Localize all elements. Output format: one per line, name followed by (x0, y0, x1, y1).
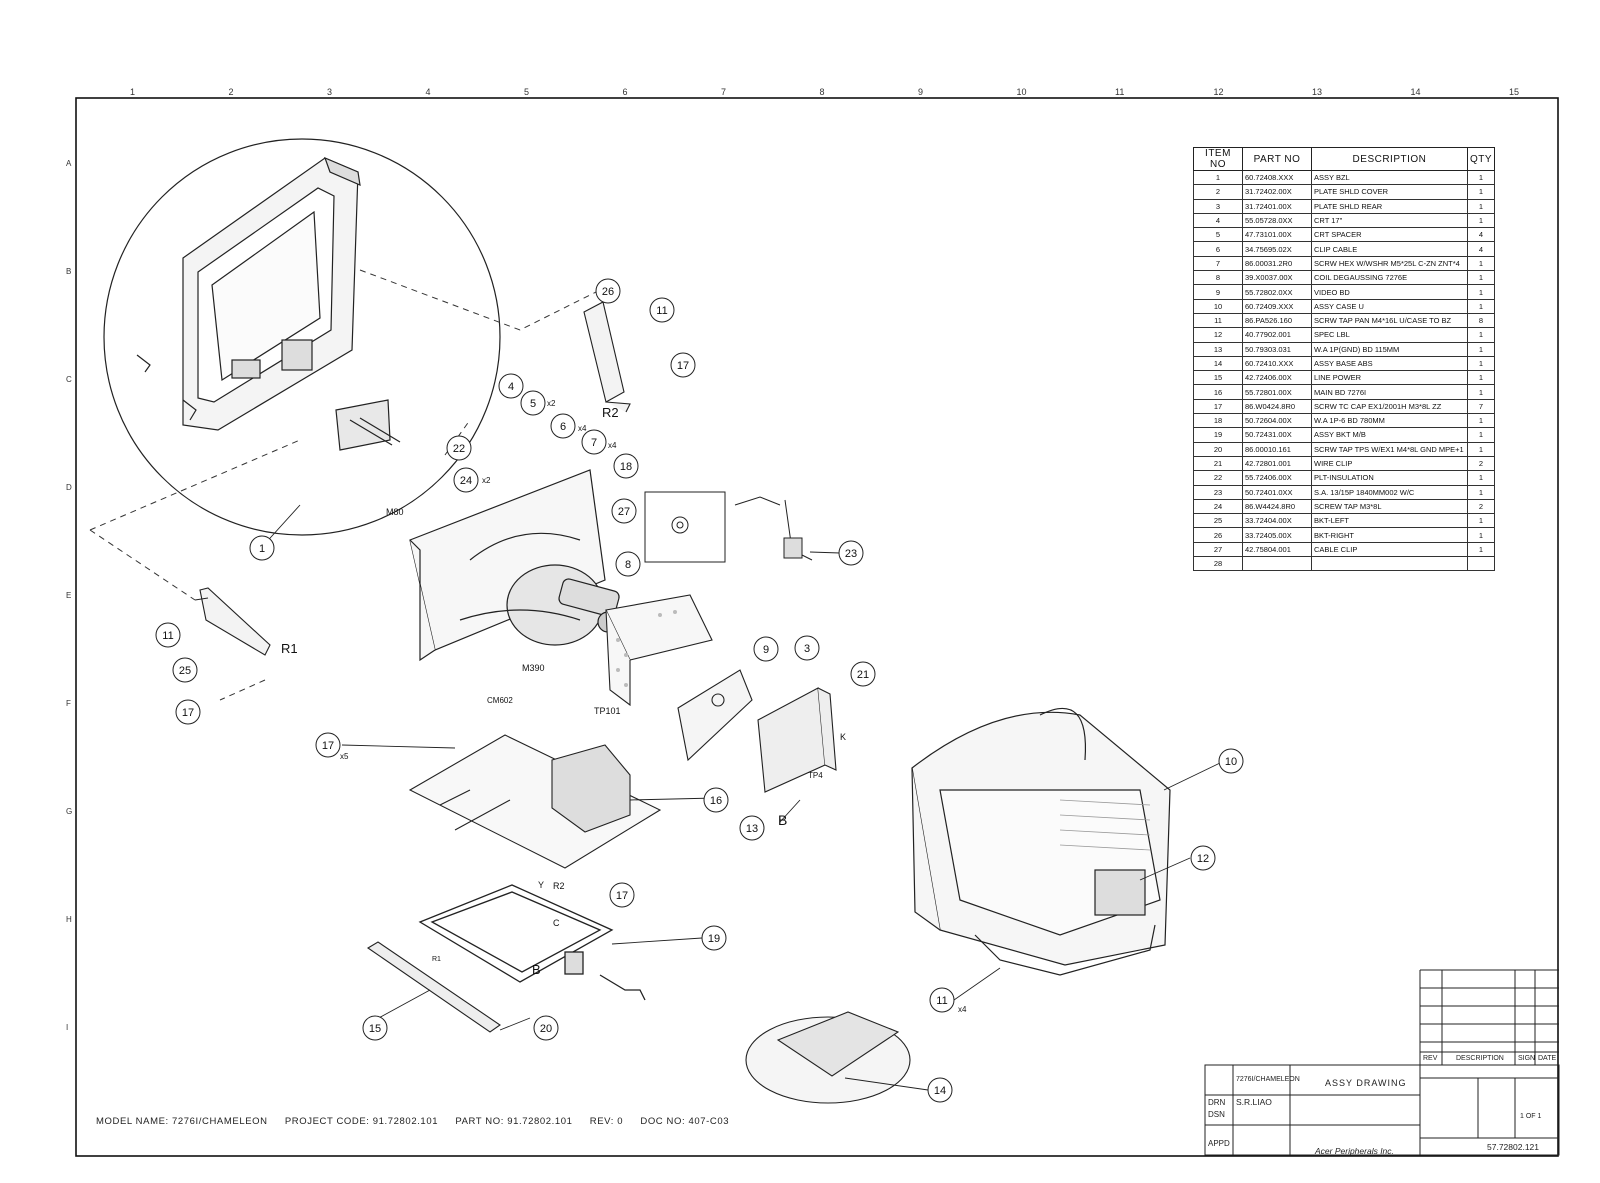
bom-cell-part: 42.72801.001 (1243, 456, 1312, 470)
bom-cell-part: 60.72408.XXX (1243, 171, 1312, 185)
callout-balloon-23 (839, 541, 863, 565)
callout-number: 13 (745, 823, 759, 835)
bom-header-item: ITEM NO (1194, 148, 1243, 171)
callout-balloon-24 (454, 468, 478, 492)
callout-balloon-11 (650, 298, 674, 322)
bom-cell-item: 22 (1194, 471, 1243, 485)
bom-cell-item: 13 (1194, 342, 1243, 356)
ground-y-label: Y (538, 880, 545, 890)
mb-bracket (420, 885, 645, 1000)
bom-cell-qty: 1 (1467, 328, 1494, 342)
bom-cell-part: 55.05728.0XX (1243, 213, 1312, 227)
callout-number: 9 (762, 644, 770, 656)
bom-row (1194, 199, 1495, 213)
bom-cell-qty: 1 (1467, 271, 1494, 285)
callout-balloon-8 (616, 552, 640, 576)
side-zone-label: I (66, 1023, 69, 1032)
bom-cell-item: 5 (1194, 228, 1243, 242)
bom-row (1194, 471, 1495, 485)
ground-c-label: C (553, 918, 560, 928)
bom-row (1194, 456, 1495, 470)
callout-balloon-10 (1219, 749, 1243, 773)
top-zone-label: 2 (228, 87, 234, 97)
callout-number: 6 (559, 421, 567, 433)
callout-balloon-5 (521, 391, 545, 415)
bom-cell-desc: SCRW TC CAP EX1/2001H M3*8L ZZ (1312, 399, 1468, 413)
side-zone-label: B (66, 267, 72, 276)
bom-header-part: PART NO (1243, 148, 1312, 171)
callout-number: 17 (181, 707, 195, 719)
testpoint-tp101-label: TP101 (594, 706, 621, 716)
top-zone-label: 15 (1509, 87, 1520, 97)
bom-cell-qty: 1 (1467, 299, 1494, 313)
bom-row (1194, 499, 1495, 513)
footer-part-no: PART NO: 91.72802.101 (455, 1116, 573, 1127)
crt-assembly (410, 470, 620, 660)
top-zone-label: 1 (130, 87, 136, 97)
callout-balloon-17 (671, 353, 695, 377)
bracket-r2-label: R2 (553, 881, 565, 891)
bom-row (1194, 442, 1495, 456)
title-block-appd-label: APPD (1208, 1139, 1230, 1148)
callout-balloon-7 (582, 430, 606, 454)
bom-cell-qty: 4 (1467, 228, 1494, 242)
bom-cell-qty: 1 (1467, 185, 1494, 199)
bom-cell-part: 31.72402.00X (1243, 185, 1312, 199)
bom-cell-desc: S.A. 13/15P 1840MM002 W/C (1312, 485, 1468, 499)
bom-cell-desc: SCREW TAP M3*8L (1312, 499, 1468, 513)
bom-row (1194, 428, 1495, 442)
callout-number: 4 (507, 381, 515, 393)
callout-number: 24 (459, 475, 473, 487)
bom-cell-qty: 1 (1467, 171, 1494, 185)
title-block (1205, 970, 1559, 1155)
bom-row (1194, 313, 1495, 327)
top-zone-label: 9 (918, 87, 924, 97)
bom-cell-desc: W.A 1P(GND) BD 115MM (1312, 342, 1468, 356)
qty-x5-label: x5 (340, 752, 349, 761)
bom-row (1194, 385, 1495, 399)
bom-cell-item: 10 (1194, 299, 1243, 313)
bom-cell-part: 86.00031.2R0 (1243, 256, 1312, 270)
bom-row (1194, 271, 1495, 285)
bom-cell-item: 16 (1194, 385, 1243, 399)
bom-cell-item: 17 (1194, 399, 1243, 413)
bom-row (1194, 414, 1495, 428)
callout-number: 22 (452, 443, 466, 455)
footer-project-code: PROJECT CODE: 91.72802.101 (284, 1116, 439, 1127)
top-zone-label: 5 (524, 87, 530, 97)
footer-rev: REV: 0 (589, 1116, 624, 1127)
bom-row (1194, 256, 1495, 270)
callout-balloon-9 (754, 637, 778, 661)
title-block-drn-label: DRN (1208, 1098, 1226, 1107)
callout-number: 20 (539, 1023, 553, 1035)
bom-body (1194, 171, 1495, 571)
bom-row (1194, 185, 1495, 199)
bom-cell-desc: SCRW TAP PAN M4*16L U/CASE TO BZ (1312, 313, 1468, 327)
callout-number: 18 (619, 461, 633, 473)
bom-row (1194, 242, 1495, 256)
callout-number: 8 (624, 559, 632, 571)
bom-cell-part: 50.79303.031 (1243, 342, 1312, 356)
callout-number: 11 (656, 305, 668, 317)
connector-cm602-label: CM602 (487, 696, 513, 705)
bracket-r1-label: R1 (281, 641, 298, 656)
bom-row (1194, 228, 1495, 242)
callout-balloon-14 (928, 1078, 952, 1102)
bom-cell-part: 40.77902.001 (1243, 328, 1312, 342)
callout-number: 15 (368, 1023, 382, 1035)
bom-cell-desc: ASSY BASE ABS (1312, 356, 1468, 370)
bom-row (1194, 328, 1495, 342)
callout-layer (156, 279, 1243, 1102)
bom-cell-qty: 1 (1467, 528, 1494, 542)
bom-cell-qty: 2 (1467, 499, 1494, 513)
bom-cell-part: 55.72801.00X (1243, 385, 1312, 399)
bom-cell-part: 86.W0424.8R0 (1243, 399, 1312, 413)
bom-cell-qty: 1 (1467, 213, 1494, 227)
bom-cell-qty: 1 (1467, 414, 1494, 428)
bill-of-materials-table (1193, 147, 1495, 571)
top-zone-label: 13 (1312, 87, 1323, 97)
callout-number: 14 (933, 1085, 947, 1097)
bom-cell-qty (1467, 557, 1494, 571)
bom-cell-item: 11 (1194, 313, 1243, 327)
bom-cell-part: 50.72431.00X (1243, 428, 1312, 442)
callout-balloon-25 (173, 658, 197, 682)
callout-balloon-27 (612, 499, 636, 523)
bom-cell-item: 21 (1194, 456, 1243, 470)
bom-row (1194, 342, 1495, 356)
bom-cell-qty: 2 (1467, 456, 1494, 470)
rear-shield-plate (758, 688, 836, 792)
top-zone-labels (130, 87, 1519, 97)
shield-cover-top (606, 595, 712, 705)
bom-cell-part: 34.75695.02X (1243, 242, 1312, 256)
bom-cell-item: 4 (1194, 213, 1243, 227)
qty-x2-label: x2 (482, 476, 491, 485)
bom-cell-qty: 7 (1467, 399, 1494, 413)
title-block-drawn-by: S.R.LIAO (1236, 1097, 1272, 1107)
bom-header-qty: QTY (1467, 148, 1494, 171)
bom-cell-part: 42.75804.001 (1243, 542, 1312, 556)
bom-row (1194, 213, 1495, 227)
title-block-dsn-label: DSN (1208, 1110, 1225, 1119)
bom-cell-desc: COIL DEGAUSSING 7276E (1312, 271, 1468, 285)
main-board (410, 735, 660, 868)
callout-number: 12 (1196, 853, 1210, 865)
revision-rev-header: REV (1423, 1055, 1438, 1062)
bom-cell-qty: 1 (1467, 371, 1494, 385)
callout-balloon-13 (740, 816, 764, 840)
bom-cell-part: 50.72604.00X (1243, 414, 1312, 428)
callout-balloon-3 (795, 636, 819, 660)
callout-number: 17 (321, 740, 335, 752)
bom-cell-part: 86.W4424.8R0 (1243, 499, 1312, 513)
bom-cell-item: 19 (1194, 428, 1243, 442)
bom-cell-part: 33.72404.00X (1243, 514, 1312, 528)
bom-row (1194, 485, 1495, 499)
callout-number: 7 (590, 437, 598, 449)
qty-x4-label: x4 (578, 424, 587, 433)
bom-row (1194, 514, 1495, 528)
callout-number: 11 (162, 630, 174, 642)
top-zone-label: 10 (1016, 87, 1027, 97)
bom-cell-part: 39.X0037.00X (1243, 271, 1312, 285)
qty-x2-label: x2 (547, 399, 556, 408)
connector-m80-label: M80 (386, 507, 404, 517)
bom-cell-qty: 8 (1467, 313, 1494, 327)
top-zone-label: 3 (327, 87, 333, 97)
top-zone-label: 7 (721, 87, 727, 97)
bom-cell-qty: 1 (1467, 256, 1494, 270)
qty-x4-label: x4 (958, 1005, 967, 1014)
bom-cell-qty: 1 (1467, 442, 1494, 456)
bom-cell-desc: WIRE CLIP (1312, 456, 1468, 470)
top-zone-label: 4 (425, 87, 431, 97)
bom-cell-item: 7 (1194, 256, 1243, 270)
bom-cell-desc: ASSY BZL (1312, 171, 1468, 185)
bom-cell-part: 60.72409.XXX (1243, 299, 1312, 313)
bom-cell-qty: 1 (1467, 342, 1494, 356)
bom-cell-part: 55.72406.00X (1243, 471, 1312, 485)
side-zone-label: H (66, 915, 72, 924)
bom-cell-item: 6 (1194, 242, 1243, 256)
bom-row (1194, 371, 1495, 385)
side-zone-label: G (66, 807, 73, 816)
callout-balloon-1 (250, 536, 274, 560)
bracket-left (195, 588, 270, 655)
ground-b-label: B (778, 812, 788, 828)
bom-cell-item: 8 (1194, 271, 1243, 285)
callout-number: 11 (936, 995, 948, 1007)
bom-cell-part (1243, 557, 1312, 571)
bom-row (1194, 356, 1495, 370)
side-zone-labels (66, 159, 72, 1032)
bom-cell-item: 20 (1194, 442, 1243, 456)
side-zone-label: E (66, 591, 72, 600)
callout-balloon-20 (534, 1016, 558, 1040)
callout-balloon-22 (447, 436, 471, 460)
bom-cell-qty: 1 (1467, 542, 1494, 556)
callout-number: 25 (178, 665, 192, 677)
bom-cell-desc: BKT-LEFT (1312, 514, 1468, 528)
title-block-company: Acer Peripherals Inc. (1315, 1146, 1394, 1156)
callout-number: 5 (529, 398, 537, 410)
bom-cell-desc: W.A 1P-6 BD 780MM (1312, 414, 1468, 428)
callout-balloon-26 (596, 279, 620, 303)
callout-number: 19 (707, 933, 721, 945)
callout-balloon-21 (851, 662, 875, 686)
bom-cell-qty: 1 (1467, 485, 1494, 499)
bom-cell-desc: PLATE SHLD COVER (1312, 185, 1468, 199)
bom-row (1194, 285, 1495, 299)
bom-cell-desc: CRT SPACER (1312, 228, 1468, 242)
bom-cell-qty: 1 (1467, 471, 1494, 485)
bracket-r2-label: R2 (602, 405, 619, 420)
bracket-r1-small-label: R1 (432, 956, 441, 963)
title-block-model: 7276I/CHAMELEON (1236, 1076, 1300, 1083)
monitor-case (912, 708, 1170, 975)
bom-cell-desc: MAIN BD 7276I (1312, 385, 1468, 399)
bom-cell-item: 2 (1194, 185, 1243, 199)
title-block-sheet: 1 OF 1 (1520, 1113, 1542, 1120)
callout-balloon-12 (1191, 846, 1215, 870)
bom-row (1194, 299, 1495, 313)
bom-cell-part: 33.72405.00X (1243, 528, 1312, 542)
bom-cell-qty: 1 (1467, 514, 1494, 528)
bom-cell-part: 55.72802.0XX (1243, 285, 1312, 299)
ground-b-label: B (532, 962, 541, 977)
bom-cell-desc: PLATE SHLD REAR (1312, 199, 1468, 213)
bom-cell-item: 26 (1194, 528, 1243, 542)
bom-cell-desc: VIDEO BD (1312, 285, 1468, 299)
side-zone-label: D (66, 483, 72, 492)
bom-cell-item: 15 (1194, 371, 1243, 385)
bom-row (1194, 557, 1495, 571)
bom-cell-item: 27 (1194, 542, 1243, 556)
base-assy (746, 1012, 910, 1103)
callout-balloon-4 (499, 374, 523, 398)
bom-cell-desc: CRT 17" (1312, 213, 1468, 227)
callout-number: 27 (617, 506, 631, 518)
bom-cell-part: 50.72401.0XX (1243, 485, 1312, 499)
bom-cell-desc (1312, 557, 1468, 571)
callout-number: 23 (844, 548, 858, 560)
bom-row (1194, 528, 1495, 542)
callout-balloon-16 (704, 788, 728, 812)
side-zone-label: A (66, 159, 72, 168)
qty-x4-label: x4 (608, 441, 617, 450)
footer-model: MODEL NAME: 7276I/CHAMELEON (96, 1116, 268, 1127)
title-block-title: ASSY DRAWING (1325, 1078, 1407, 1088)
callout-number: 17 (615, 890, 629, 902)
callout-number: 26 (601, 286, 615, 298)
bom-cell-desc: SCRW TAP TPS W/EX1 M4*8L GND MPE+1 (1312, 442, 1468, 456)
bom-cell-part: 47.73101.00X (1243, 228, 1312, 242)
bom-cell-item: 24 (1194, 499, 1243, 513)
top-zone-label: 12 (1213, 87, 1224, 97)
revision-sign-header: SIGN (1518, 1055, 1536, 1062)
bom-cell-item: 12 (1194, 328, 1243, 342)
bom-cell-desc: LINE POWER (1312, 371, 1468, 385)
bom-cell-item: 28 (1194, 557, 1243, 571)
callout-number: 16 (709, 795, 723, 807)
bom-row (1194, 542, 1495, 556)
bom-cell-qty: 1 (1467, 199, 1494, 213)
callout-balloon-11 (156, 623, 180, 647)
callout-balloon-19 (702, 926, 726, 950)
video-board (678, 670, 752, 760)
ground-k-label: K (840, 732, 847, 742)
top-zone-label: 8 (819, 87, 825, 97)
callout-balloon-15 (363, 1016, 387, 1040)
bom-cell-qty: 1 (1467, 428, 1494, 442)
bracket-right (584, 302, 630, 412)
bom-cell-part: 31.72401.00X (1243, 199, 1312, 213)
callout-number: 21 (856, 669, 870, 681)
callout-number: 1 (258, 543, 266, 555)
bom-cell-qty: 1 (1467, 285, 1494, 299)
bom-cell-qty: 4 (1467, 242, 1494, 256)
bom-cell-item: 3 (1194, 199, 1243, 213)
footer-doc-no: DOC NO: 407-C03 (640, 1116, 730, 1127)
bom-cell-desc: ASSY BKT M/B (1312, 428, 1468, 442)
bom-cell-desc: CABLE CLIP (1312, 542, 1468, 556)
bom-cell-part: 86.PA526.160 (1243, 313, 1312, 327)
bom-cell-desc: CLIP CABLE (1312, 242, 1468, 256)
bom-cell-desc: SCRW HEX W/WSHR M5*25L C-ZN ZNT*4 (1312, 256, 1468, 270)
bom-cell-part: 60.72410.XXX (1243, 356, 1312, 370)
top-zone-label: 6 (622, 87, 628, 97)
top-zone-label: 11 (1115, 87, 1125, 97)
bom-cell-desc: BKT-RIGHT (1312, 528, 1468, 542)
callout-balloon-6 (551, 414, 575, 438)
drawing-footer (96, 1116, 743, 1127)
bom-row (1194, 399, 1495, 413)
callout-number: 17 (676, 360, 690, 372)
bom-cell-item: 1 (1194, 171, 1243, 185)
coil-detail-box (645, 492, 812, 562)
bom-cell-item: 9 (1194, 285, 1243, 299)
callout-number: 3 (803, 643, 811, 655)
bom-cell-part: 86.00010.161 (1243, 442, 1312, 456)
revision-date-header: DATE (1538, 1055, 1557, 1062)
side-zone-label: C (66, 375, 72, 384)
bom-cell-qty: 1 (1467, 356, 1494, 370)
connector-m390-label: M390 (522, 663, 545, 673)
bezel-detail (104, 139, 500, 535)
bom-header-description: DESCRIPTION (1312, 148, 1468, 171)
bom-cell-desc: SPEC LBL (1312, 328, 1468, 342)
bom-cell-item: 23 (1194, 485, 1243, 499)
callout-balloon-11 (930, 988, 954, 1012)
callout-balloon-17 (610, 883, 634, 907)
side-zone-label: F (66, 699, 71, 708)
bom-row (1194, 171, 1495, 185)
bom-cell-desc: ASSY CASE U (1312, 299, 1468, 313)
bom-cell-item: 25 (1194, 514, 1243, 528)
bom-cell-qty: 1 (1467, 385, 1494, 399)
callout-balloon-18 (614, 454, 638, 478)
testpoint-tp4-label: TP4 (808, 771, 823, 780)
callout-balloon-17 (316, 733, 340, 757)
revision-description-header: DESCRIPTION (1456, 1055, 1504, 1062)
top-zone-label: 14 (1410, 87, 1421, 97)
bom-cell-item: 14 (1194, 356, 1243, 370)
title-block-drawing-number: 57.72802.121 (1487, 1142, 1539, 1152)
callout-number: 10 (1224, 756, 1238, 768)
callout-balloon-17 (176, 700, 200, 724)
bom-cell-item: 18 (1194, 414, 1243, 428)
bom-cell-desc: PLT-INSULATION (1312, 471, 1468, 485)
bom-header-row (1194, 148, 1495, 171)
bom-cell-part: 42.72406.00X (1243, 371, 1312, 385)
